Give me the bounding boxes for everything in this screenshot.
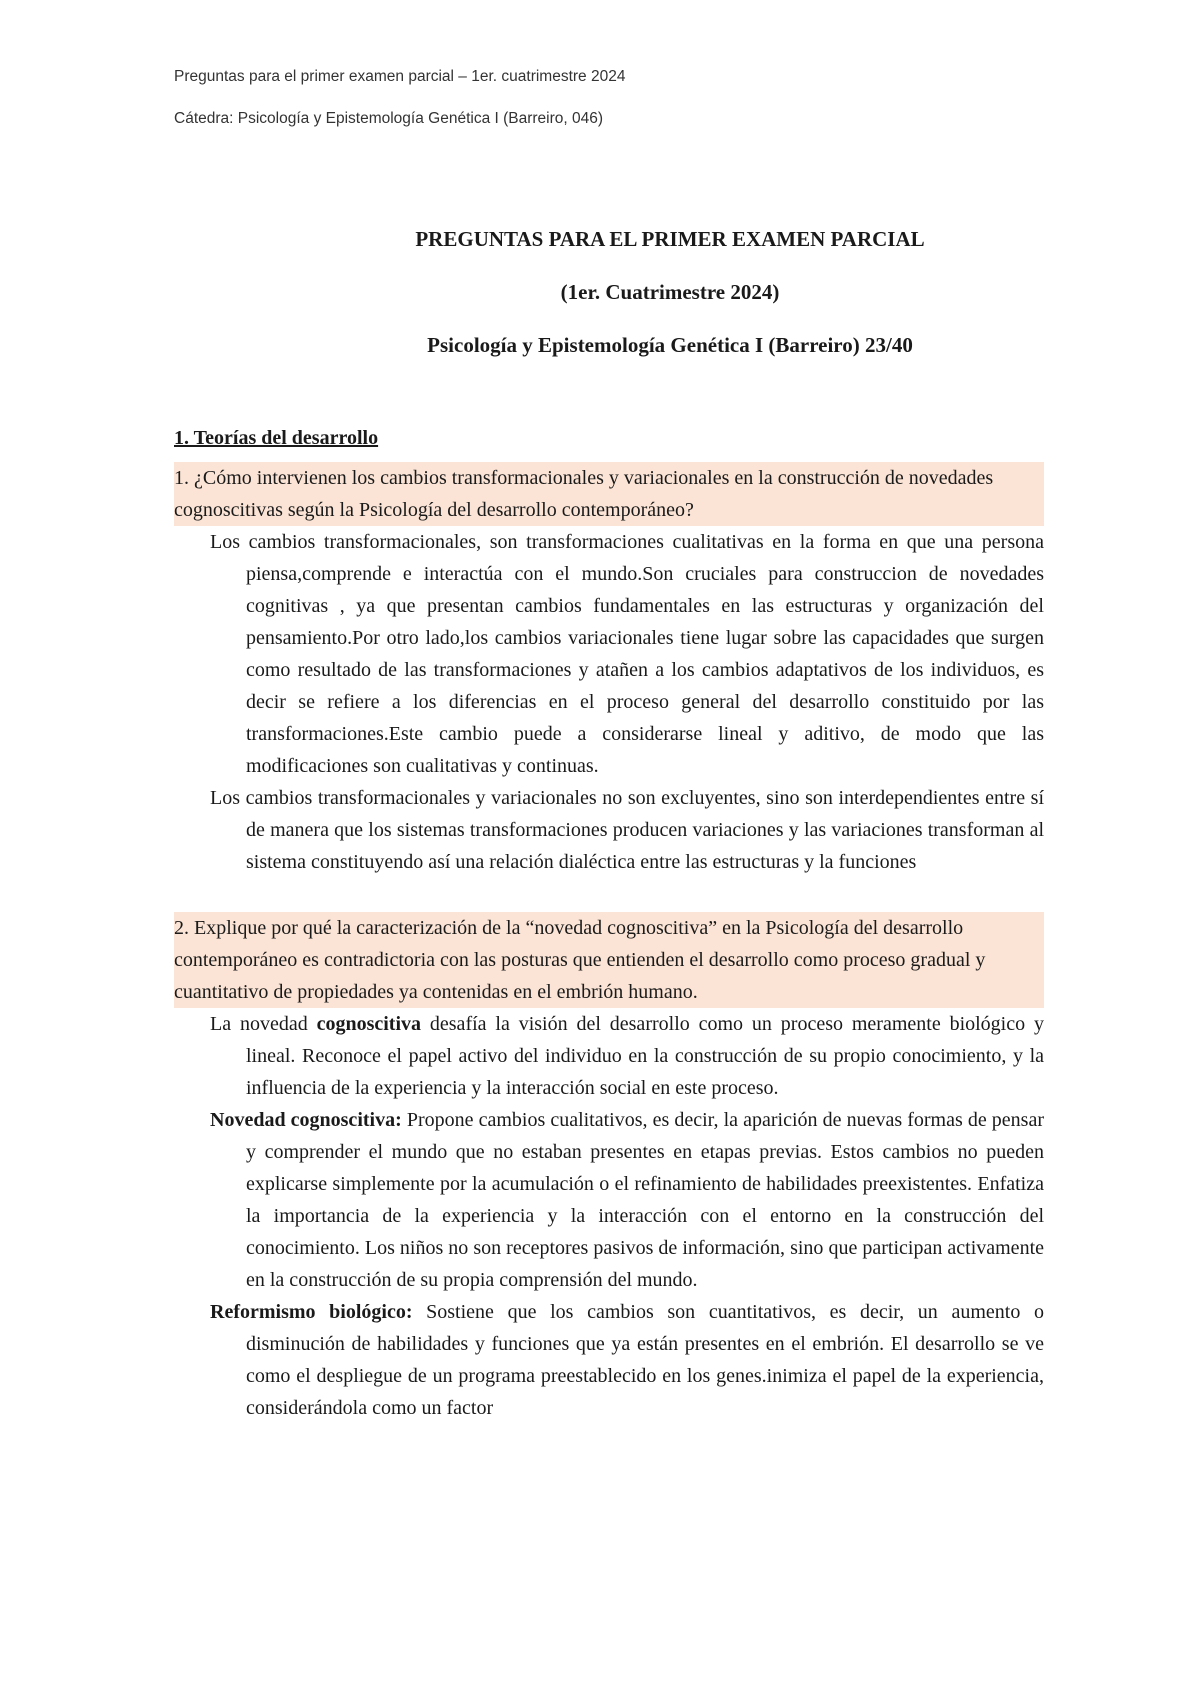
answer-2-paragraph-2 [174, 1104, 1044, 1296]
document-body [174, 422, 1044, 1424]
term-novedad-cognoscitiva: Novedad cognoscitiva: [210, 1109, 402, 1131]
question-1: 1. ¿Cómo intervienen los cambios transformacionales y variacionales en la construcción de novedades cognoscitivas según la Psicología del desarrollo contemporáneo? [174, 462, 1044, 526]
answer-2-paragraph-3 [174, 1296, 1044, 1424]
term-reformismo-biologico: Reformismo biológico: [210, 1301, 413, 1323]
title-block [0, 224, 1200, 383]
answer-2-paragraph-1 [174, 1008, 1044, 1104]
document-title: PREGUNTAS PARA EL PRIMER EXAMEN PARCIAL [415, 227, 925, 251]
section-heading: 1. Teorías del desarrollo [174, 427, 379, 449]
document-subtitle-term: (1er. Cuatrimestre 2024) [560, 280, 780, 304]
answer-1-paragraph-2: Los cambios transformacionales y variacionales no son excluyentes, sino son interdependientes entre sí de manera que los sistemas transformaciones producen variaciones y las variaciones transforman al sistema constituyendo así una relación dialéctica entre las estructuras y la funciones [210, 787, 1044, 873]
answer-2-p1-intro: La novedad [210, 1013, 317, 1035]
spacer [174, 878, 1044, 912]
header-line-2: Cátedra: Psicología y Epistemología Genética I (Barreiro, 046) [174, 110, 604, 127]
answer-1-paragraph-1: Los cambios transformacionales, son transformaciones cualitativas en la forma en que una persona piensa,comprende e interactúa con el mundo.Son cruciales para construccion de novedades cognitivas , ya que presentan cambios fundamentales en las estructuras y organización del pensamiento.Por otro lado,los cambios variacionales tiene lugar sobre las capacidades que surgen como resultado de las transformaciones y atañen a los cambios adaptativos de los individuos, es decir se refiere a los diferencias en el proceso general del desarrollo constituido por las transformaciones.Este cambio puede a considerarse lineal y aditivo, de modo que las modificaciones son cualitativas y continuas. [210, 531, 1044, 777]
header-line-1: Preguntas para el primer examen parcial – 1er. cuatrimestre 2024 [174, 68, 626, 85]
answer-2-p2-text: Propone cambios cualitativos, es decir, la aparición de nuevas formas de pensar y comprender el mundo que no estaban presentes en etapas previas. Estos cambios no pueden explicarse simplemente por la acumulación o el refinamiento de habilidades preexistentes. Enfatiza la importancia de la experiencia y la interacción con el entorno en la construcción del conocimiento. Los niños no son receptores pasivos de información, sino que participan activamente en la construcción de su propia comprensión del mundo. [246, 1109, 1044, 1291]
document-subtitle-course: Psicología y Epistemología Genética I (Barreiro) 23/40 [427, 333, 913, 357]
page-header [174, 66, 1074, 130]
answer-2-p3-text: Sostiene que los cambios son cuantitativos, es decir, un aumento o disminución de habilidades y funciones que ya están presentes en el embrión. El desarrollo se ve como el despliegue de un programa preestablecido en los genes.inimiza el papel de la experiencia, considerándola como un factor [246, 1301, 1044, 1419]
answer-2-p1-bold-term: cognoscitiva [316, 1013, 422, 1035]
question-2: 2. Explique por qué la caracterización de la “novedad cognoscitiva” en la Psicología del desarrollo contemporáneo es contradictoria con las posturas que entienden el desarrollo como proceso gradual y cuantitativo de propiedades ya contenidas en el embrión humano. [174, 912, 1044, 1008]
answer-2-p1-text: desafía la visión del desarrollo como un proceso meramente biológico y lineal. Reconoce el papel activo del individuo en la construcción de su propio conocimiento, y la influencia de la experiencia y la interacción social en este proceso. [246, 1013, 1044, 1099]
